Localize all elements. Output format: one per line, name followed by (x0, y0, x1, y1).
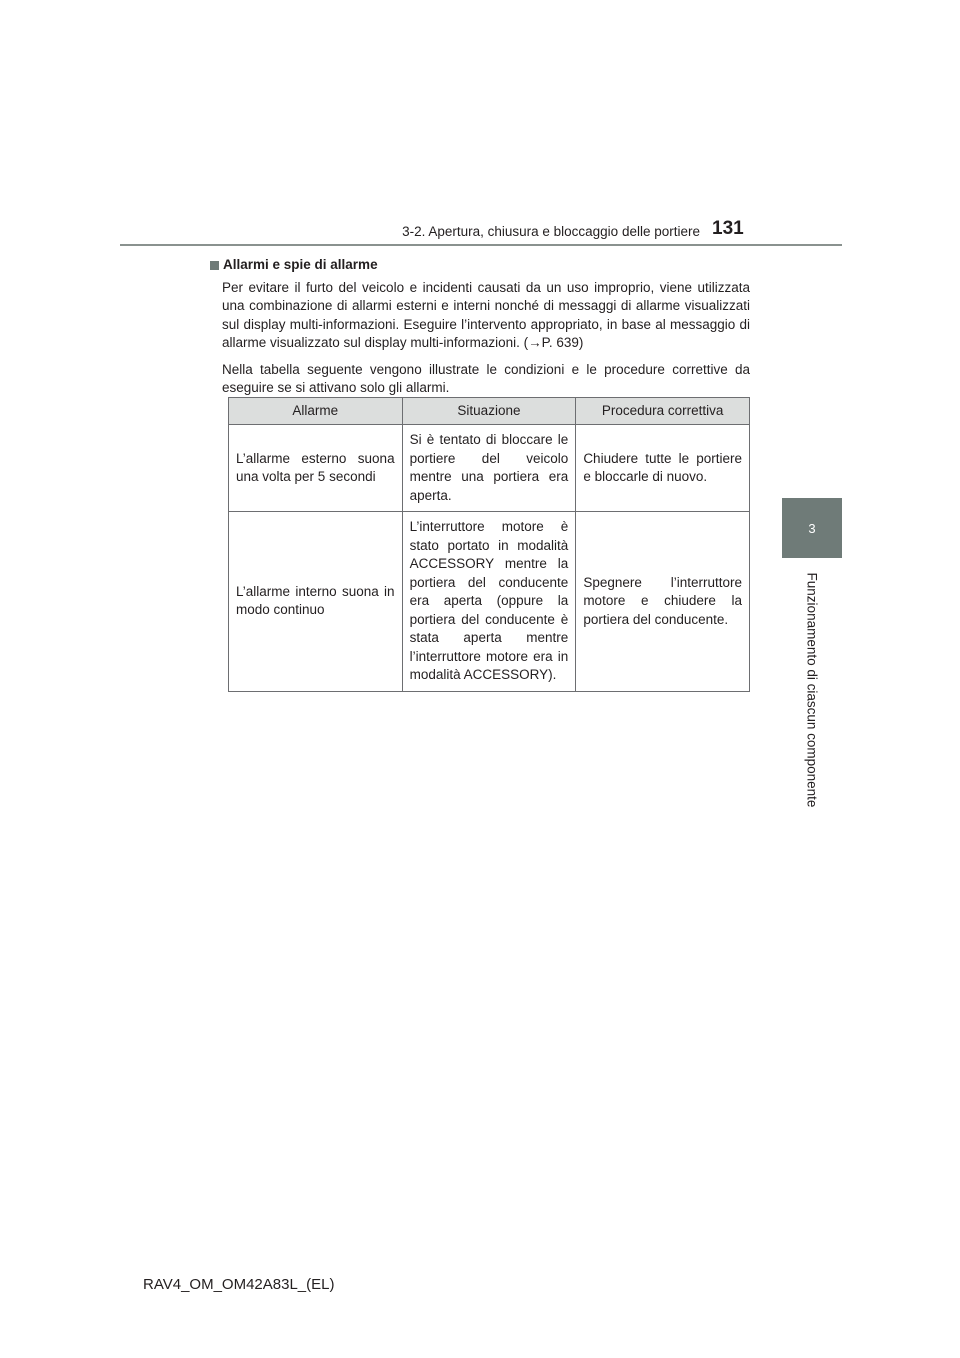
document-code: RAV4_OM_OM42A83L_(EL) (143, 1276, 335, 1293)
column-header-situation: Situazione (402, 398, 576, 425)
page-number: 131 (712, 218, 744, 239)
table-cell-procedure: Spegnere l’interruttore motore e chiudere la portiera del conducente. (576, 512, 750, 692)
square-bullet-icon (210, 261, 219, 270)
table-row (229, 425, 750, 512)
section-heading (210, 256, 750, 275)
table-cell-situation: Si è tentato di bloccare le portiere del veicolo mentre una portiera era aperta. (402, 425, 576, 512)
table-intro-paragraph: Nella tabella seguente vengono illustrate le condizioni e le procedure correttive da eseguire se si attivano solo gli allarmi. (222, 361, 750, 395)
table-cell-situation: L’interruttore motore è stato portato in modalità ACCESSORY mentre la portiera del conducente era aperta (oppure la portiera del conducente è stata aperta mentre l’interruttore motore era in modalità ACCESSORY). (402, 512, 576, 692)
section-title: 3-2. Apertura, chiusura e bloccaggio delle portiere (402, 224, 700, 239)
chapter-tab (782, 498, 842, 558)
table-header-row (229, 398, 750, 425)
column-header-procedure: Procedura correttiva (576, 398, 750, 425)
table-row (229, 512, 750, 692)
table-cell-alarm: L’allarme interno suona in modo continuo (229, 512, 403, 692)
intro-paragraph: Per evitare il furto del veicolo e incidenti causati da un uso improprio, viene utilizzata una combinazione di allarmi esterni e interni nonché di messaggi di allarme visualizzati sul display multi-informazioni. Eseguire l’intervento appropriato, in base al messaggio di allarme visualizzato sul display multi-informazioni. (→P. 639) (222, 279, 750, 350)
main-content (210, 256, 750, 406)
chapter-title: Funzionamento di ciascun componente (804, 572, 820, 808)
table-cell-procedure: Chiudere tutte le portiere e bloccarle di nuovo. (576, 425, 750, 512)
alarm-table (228, 397, 750, 692)
chapter-number: 3 (808, 520, 816, 536)
section-heading-text: Allarmi e spie di allarme (223, 257, 378, 272)
column-header-alarm: Allarme (229, 398, 403, 425)
table-cell-alarm: L’allarme esterno suona una volta per 5 secondi (229, 425, 403, 512)
header-divider (120, 244, 842, 246)
